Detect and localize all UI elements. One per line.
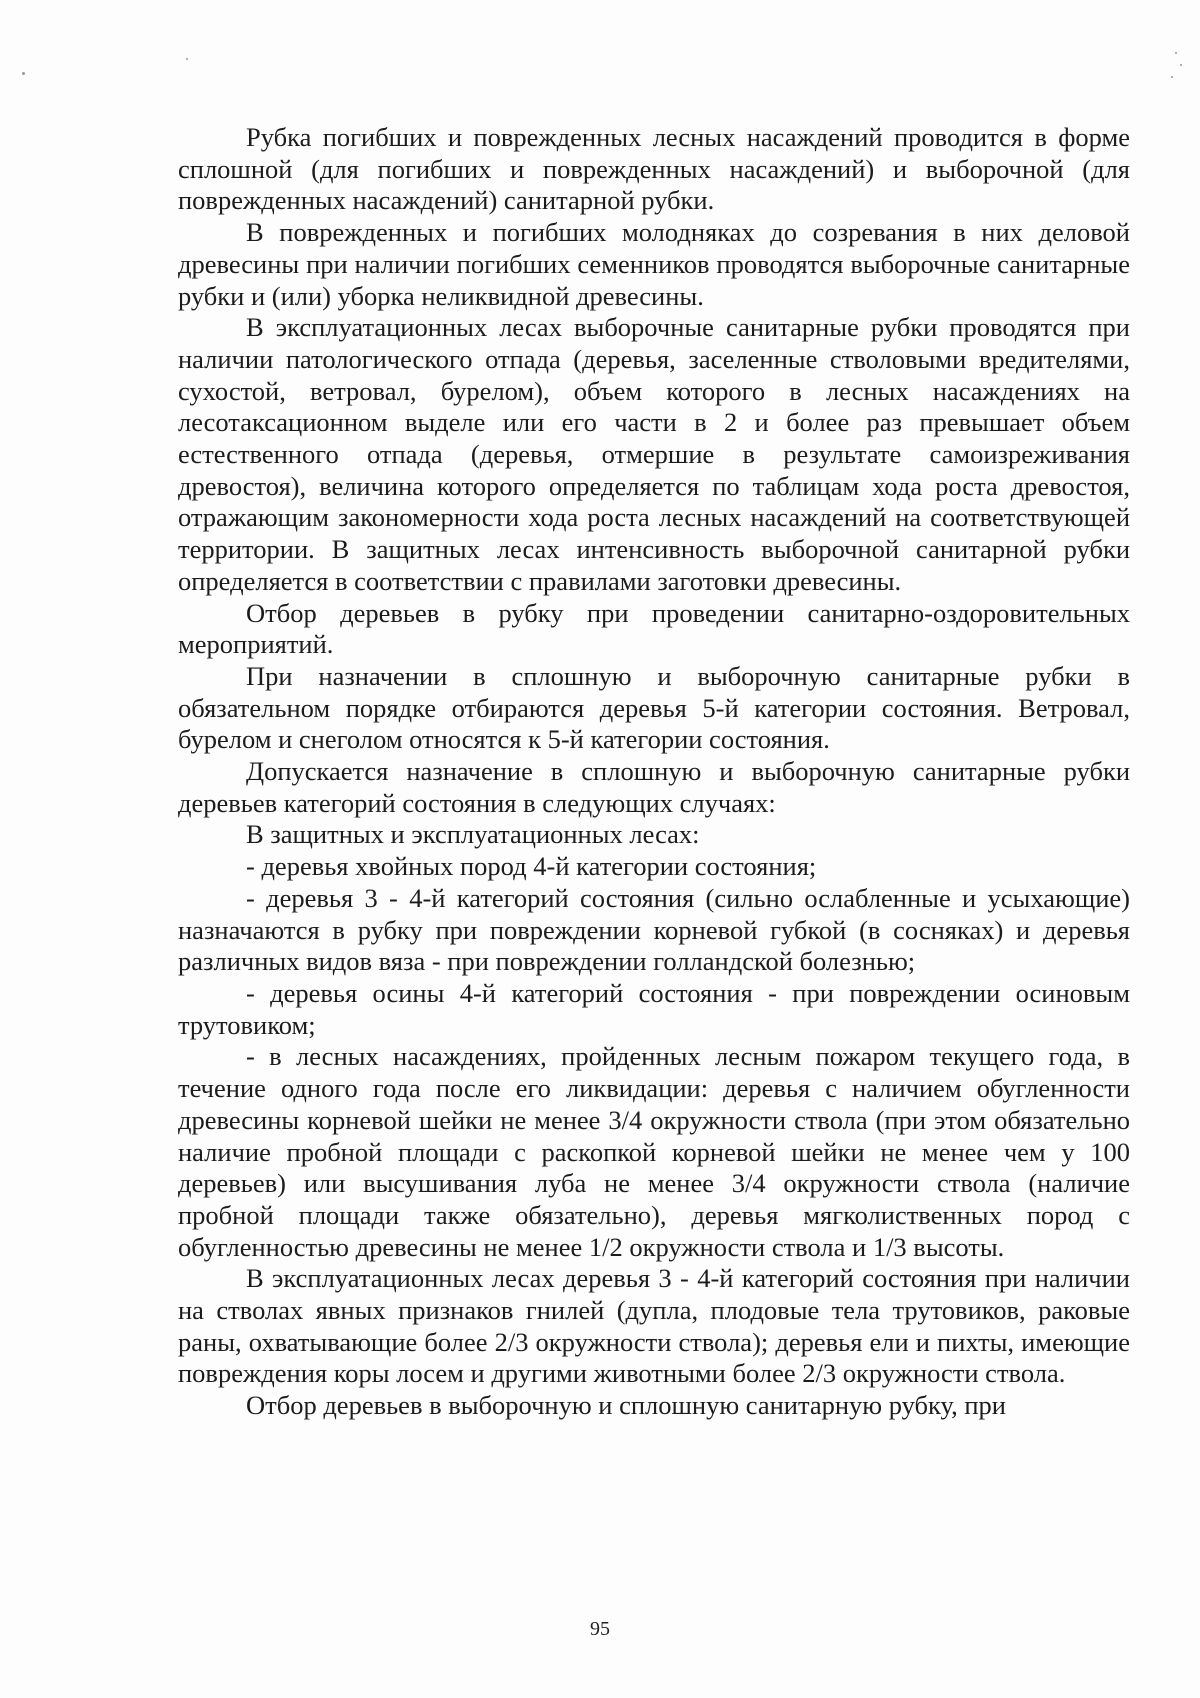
paragraph: Допускается назначение в сплошную и выборочную санитарные рубки деревьев категорий состояния в следующих случаях: [178,756,1130,818]
paragraph: Рубка погибших и поврежденных лесных насаждений проводится в форме сплошной (для погибших и поврежденных насаждений) и выборочной (для поврежденных насаждений) санитарной рубки. [178,122,1130,216]
paragraph: Отбор деревьев в выборочную и сплошную санитарную рубку, при [246,1390,1006,1421]
scan-speck [22,72,25,75]
paragraph: При назначении в сплошную и выборочную санитарные рубки в обязательном порядке отбираются деревья 5-й категории состояния. Ветровал, бурелом и снеголом относятся к 5-й категории состояния. [178,660,1130,755]
paragraph: В поврежденных и погибших молодняках до созревания в них деловой древесины при наличии погибших семенников проводятся выборочные санитарные рубки и (или) уборка неликвидной древесины. [178,217,1130,311]
paragraph: В защитных и эксплуатационных лесах: [246,819,700,850]
list-item: - деревья хвойных пород 4-й категории состояния; [246,851,817,882]
list-item: - в лесных насаждениях, пройденных лесным пожаром текущего года, в течение одного года после его ликвидации: деревья с наличием обугленности древесины корневой шейки не менее 3/4 окружности ствола (при этом обязательно наличие пробной площади с раскопкой корневой шейки не менее чем у 100 деревьев) или высушивания луба не менее 3/4 окружности ствола (наличие пробной площади также обязательно), деревья мягколиственных пород с обугленностью древесины не менее 1/2 окружности ствола и 1/3 высоты. [178,1041,1130,1262]
paragraph: Отбор деревьев в рубку при проведении санитарно-оздоровительных мероприятий. [178,597,1130,660]
page-number: 95 [590,1618,610,1640]
scan-speck [186,58,188,60]
scan-speck [1180,64,1182,66]
paragraph: В эксплуатационных лесах выборочные санитарные рубки проводятся при наличии патологического отпада (деревья, заселенные стволовыми вредителями, сухостой, ветровал, бурелом), объем которого в лесных насаждениях на лесотаксационном выделе или его части в 2 и более раз превышает объем естественного отпада (деревья, отмершие в результате самоизреживания древостоя), величина которого определяется по таблицам хода роста древостоя, отражающим закономерности хода роста лесных насаждений на соответствующей территории. В защитных лесах интенсивность выборочной санитарной рубки определяется в соответствии с правилами заготовки древесины. [178,312,1130,596]
body-text [178,122,1130,1422]
paragraph: В эксплуатационных лесах деревья 3 - 4-й категорий состояния при наличии на стволах явных признаков гнилей (дупла, плодовые тела трутовиков, раковые раны, охватывающие более 2/3 окружности ствола); деревья ели и пихты, имеющие повреждения коры лосем и другими животными более 2/3 окружности ствола. [178,1263,1130,1389]
scan-speck [1171,76,1173,78]
list-item: - деревья 3 - 4-й категорий состояния (сильно ослабленные и усыхающие) назначаются в рубку при повреждении корневой губкой (в сосняках) и деревья различных видов вяза - при повреждении голландской болезнью; [178,882,1130,977]
scan-speck [1175,52,1177,54]
list-item: - деревья осины 4-й категорий состояния - при повреждении осиновым трутовиком; [178,977,1130,1040]
